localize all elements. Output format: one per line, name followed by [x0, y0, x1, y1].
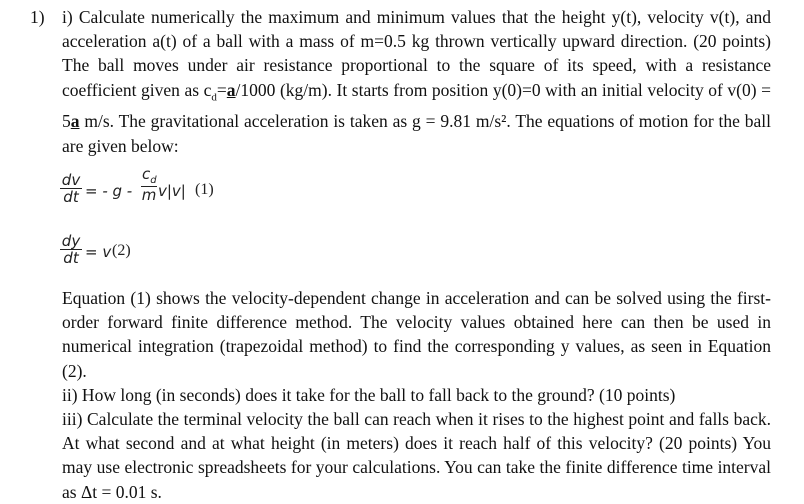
part-iii-line-1: iii) Calculate the terminal velocity the ball can reach when it rises to the highest point and falls — [62, 409, 729, 430]
part-iii-line-3: points) You may use electronic spreadsheets for your calculations. You can take the finite — [62, 433, 772, 478]
eq2-label: (2) — [112, 242, 131, 259]
eq2-lhs-numerator: dy — [61, 232, 81, 250]
part-iii-line-2: back. At what second and at what height (in meters) does it reach half of this velocity? (20 — [62, 409, 771, 454]
eq1-label: (1) — [195, 181, 214, 198]
eq1-coef-fraction — [141, 167, 157, 203]
part-i-line-4-pre: resistance coefficient given as c — [62, 55, 771, 100]
variable-a-2: a — [70, 111, 80, 132]
eq1-rhs: v|v| — [158, 182, 186, 200]
eq1-lhs-denominator: dt — [63, 188, 79, 206]
part-iii-line-4: difference time interval as Δt = 0.01 s. — [62, 457, 772, 502]
eq1-lhs-numerator: dv — [61, 171, 81, 189]
cd-symbol-subscript: d — [150, 175, 157, 186]
cd-subscript: d — [211, 91, 217, 104]
eq1-coef-denominator: m — [141, 186, 157, 204]
question-number: 1) — [30, 7, 45, 27]
part-i-line-4-post: /1000 (kg/m). It starts from position y(0)=0 with an initial — [235, 79, 643, 100]
eq2-rhs: = v — [85, 243, 112, 261]
cd-symbol: c — [142, 165, 151, 183]
part-i-line-5-pre: velocity of v(0) = 5 — [62, 79, 771, 132]
eq1-lhs-fraction — [60, 173, 82, 205]
part-ii-text: ii) How long (in seconds) does it take for the ball to fall back to the ground? (10 points) — [62, 384, 676, 405]
part-i-line-1: i) Calculate numerically the maximum and minimum values that the height y(t), velocity v(t), — [62, 7, 740, 27]
part-i-line-6: of motion for the ball are given below: — [62, 111, 772, 156]
body-line-3: in numerical integration (trapezoidal method) to find the corresponding y values, as seen in — [62, 312, 772, 357]
equation-2 — [60, 234, 260, 278]
body-paragraph — [62, 286, 771, 504]
eq1-coef-numerator — [141, 167, 157, 187]
variable-a-1: a — [226, 79, 236, 100]
eq1-equals-minus-g: = - g - — [85, 182, 133, 200]
part-i-line-2: and acceleration a(t) of a ball with a mass of m=0.5 kg thrown vertically upward direction. (20 — [62, 7, 771, 52]
body-line-2: first-order forward finite difference method. The velocity values obtained here can then be used — [62, 288, 771, 333]
part-i-paragraph — [62, 5, 771, 158]
part-i-line-4-eq: = — [216, 79, 227, 100]
part-i-line-5-post: m/s. The gravitational acceleration is taken as g = 9.81 m/s². The equations — [79, 111, 615, 132]
part-i-line-3: points) The ball moves under air resistance proportional to the square of its speed, with a — [62, 31, 771, 76]
eq2-lhs-denominator: dt — [63, 249, 79, 267]
body-line-1: Equation (1) shows the velocity-dependent change in acceleration and can be solved using the — [62, 288, 732, 308]
body-line-4: Equation (2). — [62, 336, 771, 381]
eq2-lhs-fraction — [60, 234, 82, 266]
equation-1 — [60, 165, 360, 217]
